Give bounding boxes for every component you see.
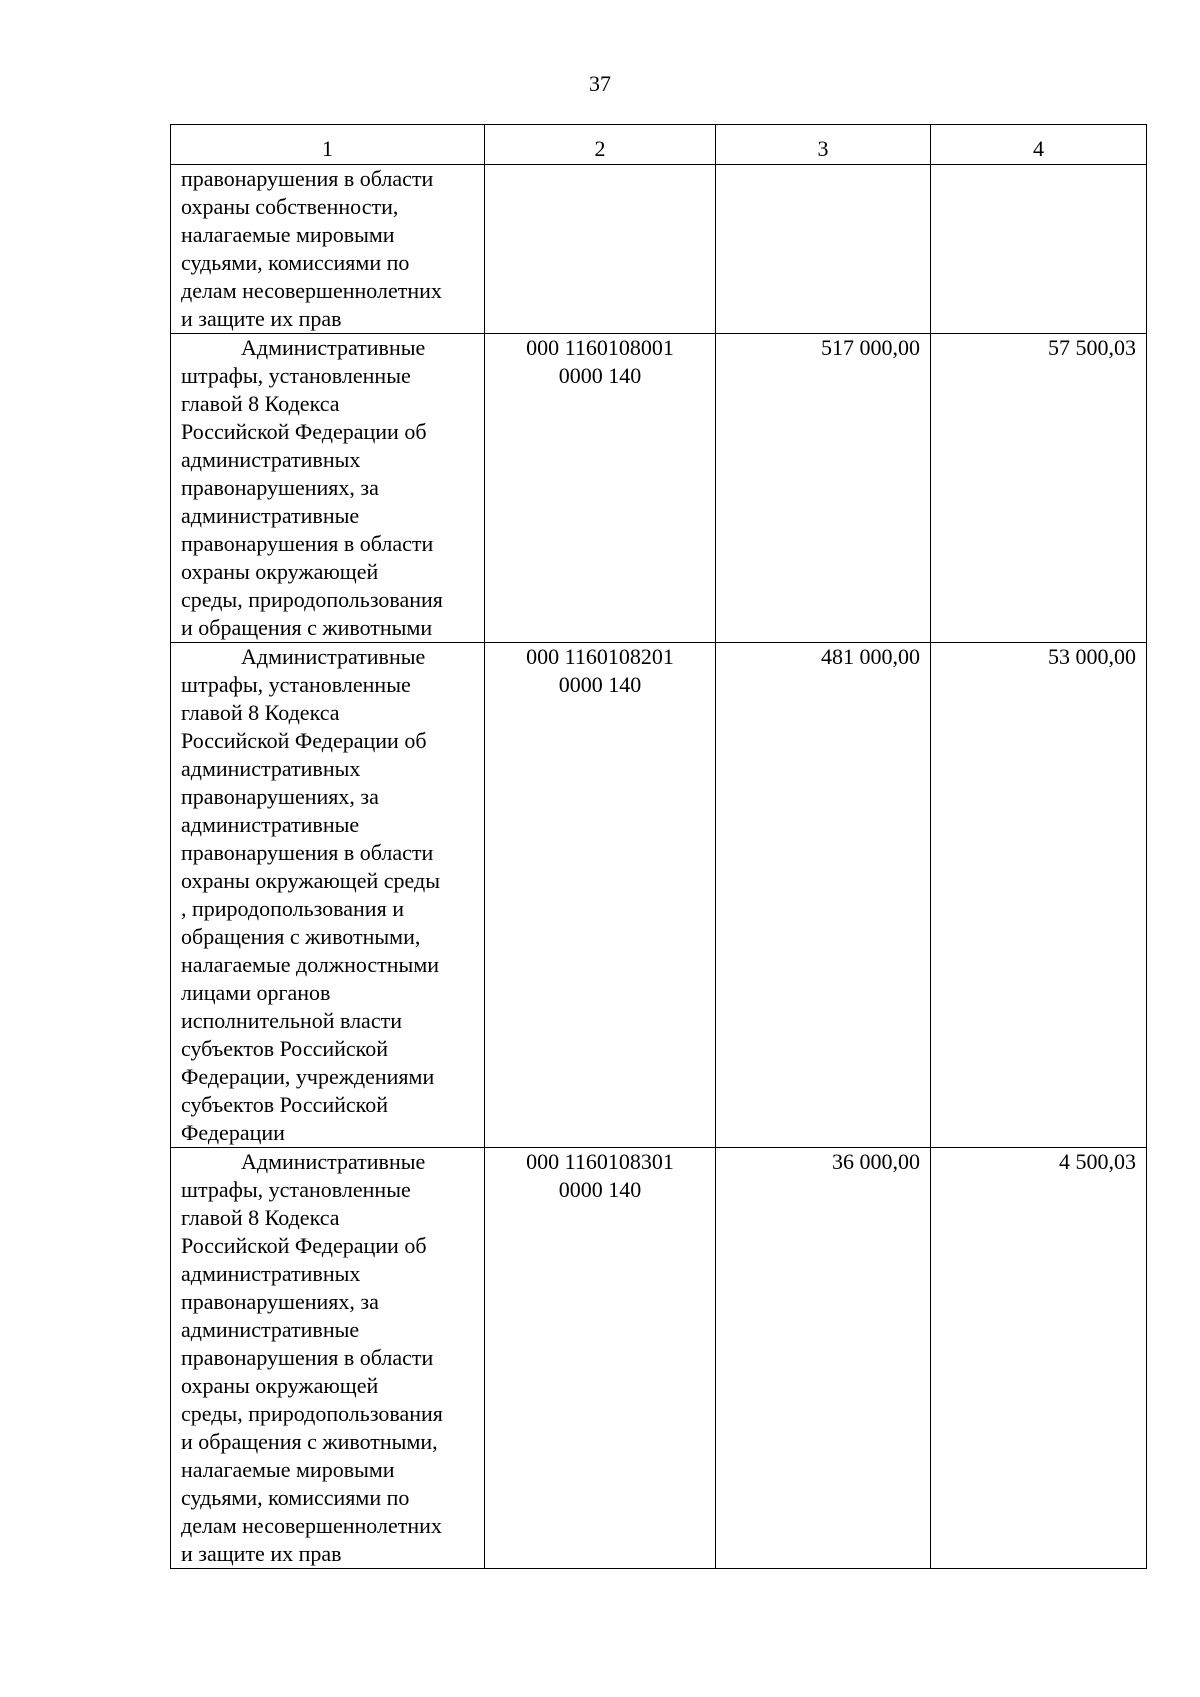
table-row (171, 334, 1147, 643)
column-header-3: 3 (716, 125, 931, 165)
row-code: 000 1160108201 0000 140 (485, 643, 716, 1148)
column-header-2: 2 (485, 125, 716, 165)
table-row (171, 1148, 1147, 1569)
row-description: Административные штрафы, установленные главой 8 Кодекса Российской Федерации об административных правонарушениях, за административные правонарушения в области охраны окружающей среды , природопользования и обращения с животными, налагаемые должностными лицами органов исполнительной власти субъектов Российской Федерации, учреждениями субъектов Российской Федерации (181, 644, 440, 1145)
page-number: 37 (589, 71, 611, 96)
row-description: Административные штрафы, установленные главой 8 Кодекса Российской Федерации об административных правонарушениях, за административные правонарушения в области охраны окружающей среды, природопользования и обращения с животными (181, 335, 443, 640)
table-row (171, 643, 1147, 1148)
header-row (171, 125, 1147, 165)
column-header-1: 1 (171, 125, 485, 165)
column-header-4: 4 (931, 125, 1147, 165)
row-plan-amount (716, 165, 931, 334)
row-code: 000 1160108301 0000 140 (485, 1148, 716, 1569)
row-actual-amount: 57 500,03 (931, 334, 1147, 643)
row-code: 000 1160108001 0000 140 (485, 334, 716, 643)
row-plan-amount: 517 000,00 (716, 334, 931, 643)
budget-table (170, 124, 1147, 1569)
row-plan-amount: 481 000,00 (716, 643, 931, 1148)
row-actual-amount: 53 000,00 (931, 643, 1147, 1148)
row-actual-amount: 4 500,03 (931, 1148, 1147, 1569)
row-description-cell (171, 334, 485, 643)
row-plan-amount: 36 000,00 (716, 1148, 931, 1569)
table-row (171, 165, 1147, 334)
row-actual-amount (931, 165, 1147, 334)
row-description-cell (171, 643, 485, 1148)
row-description-cell (171, 1148, 485, 1569)
row-description: правонарушения в области охраны собственности, налагаемые мировыми судьями, комиссиями по делам несовершеннолетних и защите их прав (181, 166, 442, 331)
row-description: Административные штрафы, установленные главой 8 Кодекса Российской Федерации об административных правонарушениях, за административные правонарушения в области охраны окружающей среды, природопользования и обращения с животными, налагаемые мировыми судьями, комиссиями по делам несовершеннолетних и защите их прав (181, 1149, 443, 1566)
row-description-cell (171, 165, 485, 334)
row-code (485, 165, 716, 334)
